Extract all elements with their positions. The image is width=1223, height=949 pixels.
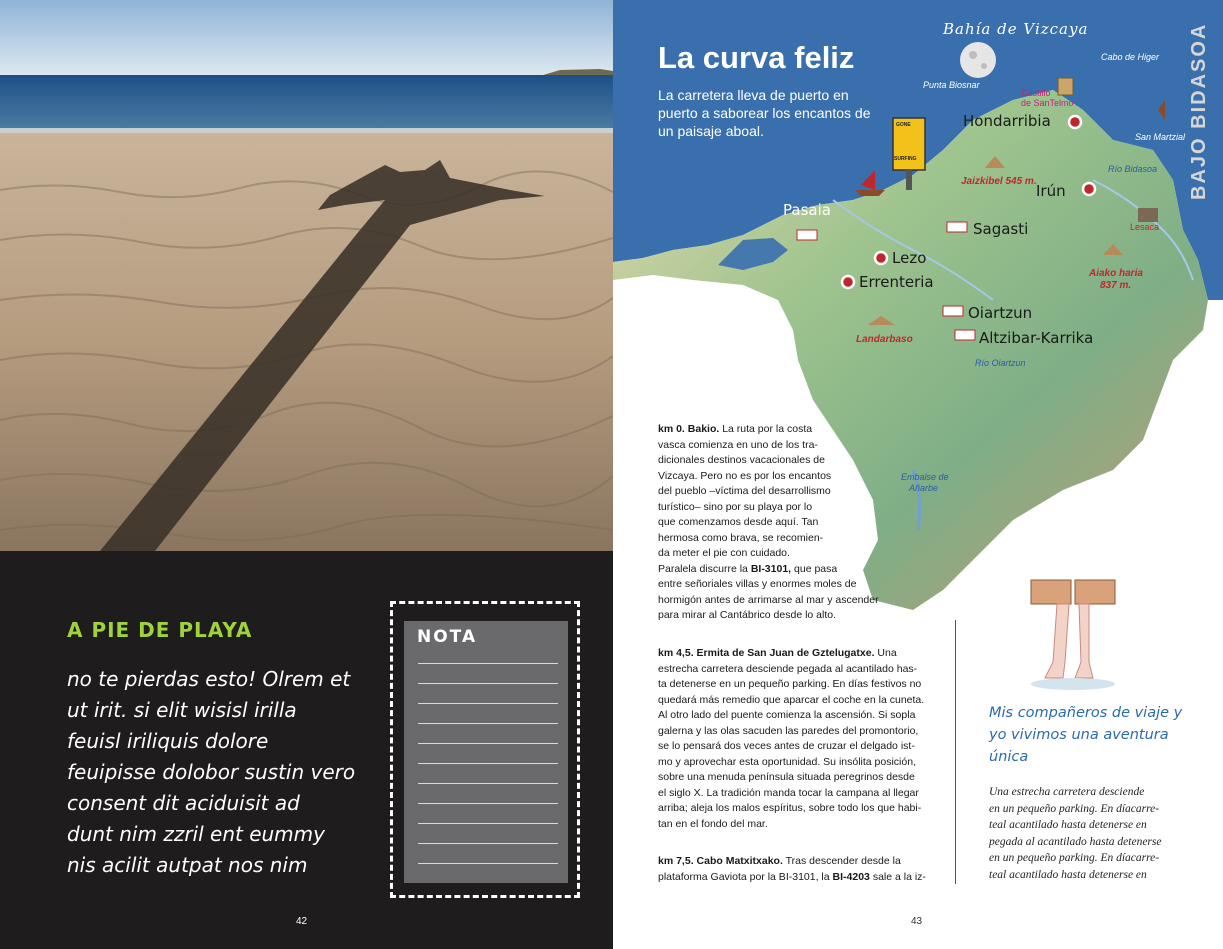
body-line: que pasa [794,562,838,575]
quote-line: Una estrecha carretera desciende [989,786,1145,798]
body-line: da meter el pie con cuidado. [658,547,790,559]
town-sagasti: Sagasti [973,220,1029,238]
body-line: La ruta por la costa [722,423,813,435]
peak-label: Jaizkibel 545 m. [961,176,1037,187]
note-title: NOTA [417,627,478,647]
region-side-label [1175,12,1215,202]
callout-line: ut irit. si elit wisisl irilla [67,698,297,722]
section-heading: km 7,5. Cabo Matxitxako. [658,855,783,867]
hill-label: San Martzial [1135,132,1186,142]
callout-line: nis acilit autpat nos nim [67,853,308,877]
body-line: turístico– sino por su playa por lo [658,500,813,513]
quote-line: pegada al acantilado hasta detenerse [989,835,1162,848]
reservoir-label: Añarbe [909,483,939,493]
body-line: tan en el fondo del mar. [658,817,768,830]
pull-quote: Mis compañeros de viaje y yo vivimos una aventura única [989,705,1183,765]
body-line: plataforma Gaviota por la BI-3101, la [658,870,830,883]
peak-label: Aiako haria [1089,268,1143,279]
town-oiartzun: Oiartzun [968,304,1033,322]
peak-label: 837 m. [1100,280,1132,291]
surf-sign-text: SURFING [894,156,917,162]
reservoir-label: Embalse de [901,472,949,482]
body-line: estrecha carretera desciende pegada al acantilado has- [658,662,918,675]
river-label: Río Oiartzun [975,358,1026,368]
quote-body [989,784,1189,883]
note-line [418,763,558,764]
column-divider [955,620,956,884]
surf-sign-text: GONE [896,122,911,128]
body-line: arriba; aleja los malos espíritus, sobre todo los que habi- [658,802,922,814]
body-line: vasca comienza en uno de los tra- [658,438,818,451]
body-line: se lo pensará dos veces antes de cruzar el delgado ist- [658,740,915,752]
body-line: dicionales destinos vacacionales de [658,454,825,466]
article-title: La curva feliz [658,40,855,75]
note-line [418,783,558,784]
callout-line: consent dit aciduisit ad [67,791,300,815]
body-line: galerna y las olas sacuden las paredes del promontorio, [658,724,919,737]
callout-title: A PIE DE PLAYA [67,618,253,642]
body-line: Tras descender desde la [785,855,901,867]
callout-line: feuisl iriliquis dolore [67,729,269,753]
town-lezo: Lezo [892,249,927,267]
body-line: Una [877,647,897,659]
section-heading: km 4,5. Ermita de San Juan de Gztelugatxe. [658,647,875,659]
article-subtitle: La carretera lleva de puerto en puerto a saborear los encantos de un paisaje aboal. [658,87,871,139]
body-line: del pueblo –víctima del desarrollismo [658,485,831,497]
body-line: para mirar al Cantábrico desde lo alto. [658,609,837,621]
body-line: que comenzamos desde aquí. Tan [658,516,819,528]
note-line [418,723,558,724]
body-line: sale a la iz- [872,870,926,883]
road-name: BI-4203 [832,870,870,883]
castle-label: de SanTelmo [1021,98,1074,108]
feet-illustration [1023,566,1123,692]
body-line: el siglo X. La tradición manda tocar la campana al llegar [658,786,919,799]
note-line [418,703,558,704]
note-card [404,621,568,883]
note-line [418,863,558,864]
quote-line: en un pequeño parking. En díacarre- [989,802,1160,815]
body-line: Vizcaya. Pero no es por los encantos [658,469,832,482]
callout-line: dunt nim zzril ent eummy [67,822,325,846]
point-label: Punta Biosnar [923,80,980,90]
castle-label: Castillo [1021,88,1051,98]
road-name: BI-3101, [750,562,792,575]
callout-line: feuipisse dolobor sustin vero [67,760,356,784]
town-irun: Irún [1036,182,1066,200]
note-line [418,683,558,684]
note-line [418,663,558,664]
quote-line: teal acantilado hasta detenerse en [989,868,1147,881]
quote-line: teal acantilado hasta detenerse en [989,819,1147,831]
body-line: hormigón antes de arrimarse al mar y ascender [658,593,879,606]
town-hondarribia: Hondarribia [963,112,1051,130]
page-number-right: 43 [911,916,923,927]
body-line: mo y aprovechar esta oportunidad. Su insólita posición, [658,755,916,768]
region-side-label-text: BAJO BIDASOA [1188,22,1210,200]
quote-line: en un pequeño parking. En díacarre- [989,852,1160,864]
river-label: Río Bidasoa [1108,164,1158,174]
right-page [613,0,1223,949]
body-line: ta detenerse en un pequeño parking. En días festivos no [658,678,922,690]
cape-label: Cabo de Higer [1101,52,1160,62]
town-lesaca: Lesaca [1130,222,1160,232]
callout-line: no te pierdas esto! Olrem et [67,667,351,691]
body-line: quedará más remedio que aparcar el coche en la cuneta. [658,693,925,706]
section-bakio [658,422,940,624]
section-matxitxako [658,854,948,885]
note-line [418,743,558,744]
town-pasaia: Pasaia [783,201,831,219]
note-line [418,843,558,844]
town-errenteria: Errenteria [859,273,934,291]
body-line: sobre una menuda península situada peregrinos desde [658,771,915,783]
section-heading: km 0. Bakio. [658,423,720,435]
body-line: Paralela discurre la [658,562,748,575]
section-san-juan [658,646,948,832]
town-altzibar: Altzibar-Karrika [979,329,1094,347]
bay-label: Bahía de Vizcaya [943,20,1089,38]
body-line: Al otro lado del puente comienza la ascensión. Si sopla [658,709,916,721]
body-line: hermosa como brava, se recomien- [658,531,824,544]
body-line: entre señoriales villas y enormes moles de [658,578,857,590]
note-line [418,823,558,824]
note-line [418,803,558,804]
place-label: Landarbaso [856,334,913,345]
page-number-left: 42 [296,916,308,927]
beach-shadow-photo [0,0,613,551]
